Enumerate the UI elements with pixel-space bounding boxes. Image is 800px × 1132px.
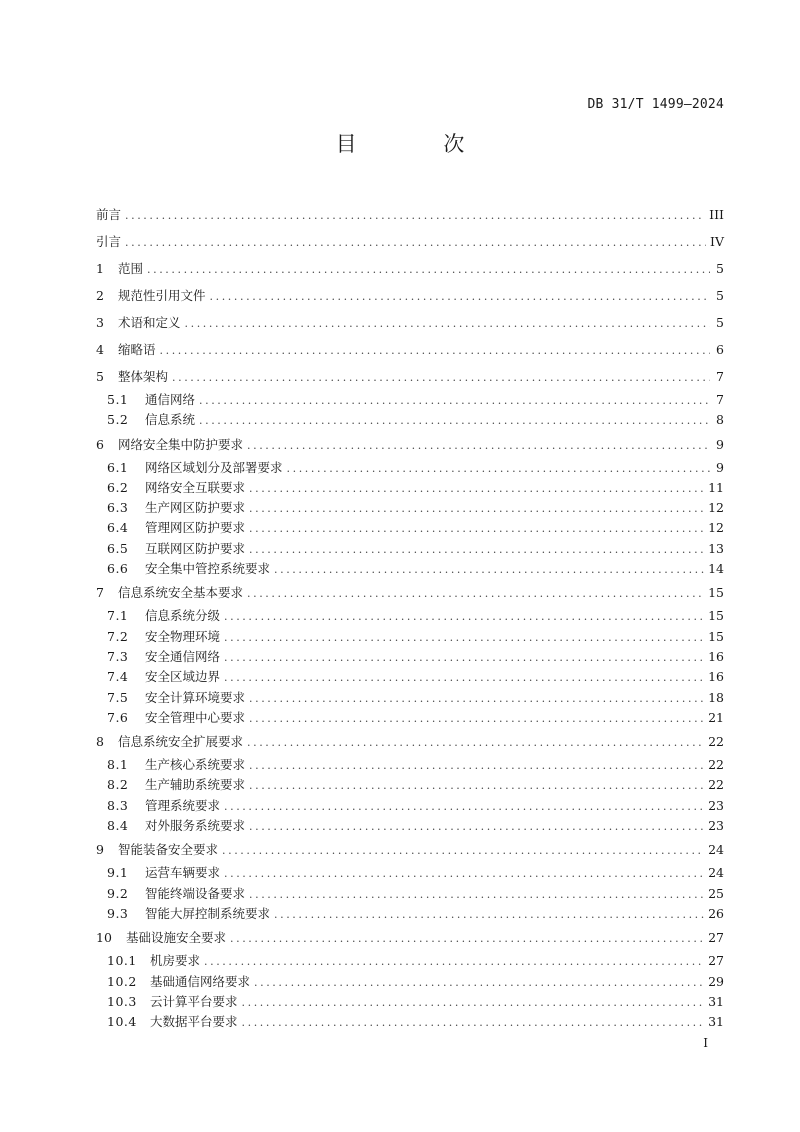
toc-entry[interactable] xyxy=(96,539,724,559)
toc-entry[interactable] xyxy=(96,728,724,755)
toc-entry-title: 安全区域边界 xyxy=(145,669,221,685)
toc-entry-title: 智能装备安全要求 xyxy=(118,842,219,858)
toc-entry-number: 8.3 xyxy=(107,797,129,813)
toc-entry-page: 9 xyxy=(716,436,724,452)
toc-entry[interactable] xyxy=(96,688,724,708)
toc-entry-number: 10.4 xyxy=(107,1014,137,1030)
toc-entry-number: 6.4 xyxy=(107,520,129,536)
toc-entry-page: 26 xyxy=(708,905,724,921)
toc-entry[interactable] xyxy=(96,336,724,363)
toc-entry-page: 24 xyxy=(708,842,724,858)
toc-leader-dots xyxy=(249,689,704,709)
toc-entry-number: 5 xyxy=(96,369,104,384)
toc-entry-number: 8.2 xyxy=(107,777,129,793)
toc-entry-number: 8.4 xyxy=(107,818,129,834)
toc-entry-page: 23 xyxy=(708,797,724,813)
toc-leader-dots xyxy=(160,337,710,364)
toc-entry-page: 29 xyxy=(708,973,724,989)
toc-entry-title: 术语和定义 xyxy=(118,315,181,330)
toc-entry-page: 15 xyxy=(708,608,724,624)
toc-leader-dots xyxy=(224,607,704,627)
toc-leader-dots xyxy=(224,864,704,884)
toc-entry-number: 10.2 xyxy=(107,973,137,989)
toc-entry-number: 2 xyxy=(96,288,104,303)
toc-entry-number: 5.1 xyxy=(107,392,129,407)
toc-entry[interactable] xyxy=(96,667,724,687)
toc-entry-title: 规范性引用文件 xyxy=(118,288,206,303)
toc-leader-dots xyxy=(274,560,704,580)
toc-entry-title: 智能大屏控制系统要求 xyxy=(145,905,271,921)
toc-entry-title: 网络安全互联要求 xyxy=(145,479,246,495)
toc-leader-dots xyxy=(242,1013,705,1033)
toc-entry-page: 13 xyxy=(708,540,724,556)
toc-entry-title: 安全物理环境 xyxy=(145,628,221,644)
toc-entry-page: 15 xyxy=(708,628,724,644)
toc-entry-title: 信息系统 xyxy=(145,412,196,428)
toc-entry-page: 5 xyxy=(716,315,724,330)
toc-entry-page: 25 xyxy=(708,885,724,901)
toc-leader-dots xyxy=(274,905,704,925)
toc-entry-page: 22 xyxy=(708,734,724,750)
toc-entry-title: 前言 xyxy=(96,207,122,222)
toc-entry-title: 安全管理中心要求 xyxy=(145,709,246,725)
toc-entry-title: 缩略语 xyxy=(118,342,156,357)
toc-leader-dots xyxy=(147,256,710,283)
toc-leader-dots xyxy=(224,668,704,688)
toc-leader-dots xyxy=(249,756,704,776)
toc-entry-page: IV xyxy=(710,234,724,249)
toc-entry-number: 6 xyxy=(96,436,104,452)
toc-entry-number: 3 xyxy=(96,315,104,330)
toc-entry-number: 6.3 xyxy=(107,500,129,516)
toc-leader-dots xyxy=(185,310,710,337)
toc-entry-title: 运营车辆要求 xyxy=(145,865,221,881)
toc-entry-title: 云计算平台要求 xyxy=(150,993,238,1009)
toc-entry[interactable] xyxy=(96,755,724,775)
toc-leader-dots xyxy=(249,519,704,539)
toc-entry[interactable] xyxy=(96,951,724,971)
toc-entry-page: 7 xyxy=(716,369,724,384)
toc-entry-number: 9.3 xyxy=(107,905,129,921)
toc-entry[interactable] xyxy=(96,647,724,667)
toc-entry-number: 7.1 xyxy=(107,608,129,624)
toc-entry-number: 6.6 xyxy=(107,561,129,577)
toc-entry-page: 24 xyxy=(708,865,724,881)
toc-entry-page: 12 xyxy=(708,500,724,516)
toc-entry-number: 7.6 xyxy=(107,709,129,725)
toc-leader-dots xyxy=(249,817,704,837)
table-of-contents xyxy=(96,201,724,1032)
toc-entry[interactable] xyxy=(96,390,724,410)
toc-leader-dots xyxy=(125,202,705,229)
toc-entry-number: 6.5 xyxy=(107,540,129,556)
toc-leader-dots xyxy=(224,797,704,817)
toc-entry-title: 智能终端设备要求 xyxy=(145,885,246,901)
toc-entry-title: 安全通信网络 xyxy=(145,648,221,664)
toc-leader-dots xyxy=(199,391,710,411)
toc-entry-title: 信息系统安全基本要求 xyxy=(118,585,244,601)
toc-entry-title: 对外服务系统要求 xyxy=(145,818,246,834)
toc-entry-number: 1 xyxy=(96,261,104,276)
toc-entry[interactable] xyxy=(96,498,724,518)
toc-entry-page: 18 xyxy=(708,689,724,705)
toc-entry-number: 10.3 xyxy=(107,993,137,1009)
toc-entry-page: 27 xyxy=(708,930,724,946)
toc-entry-title: 生产网区防护要求 xyxy=(145,500,246,516)
toc-leader-dots xyxy=(249,499,704,519)
toc-entry[interactable] xyxy=(96,282,724,309)
toc-title: 目 次 xyxy=(335,132,505,156)
toc-entry[interactable] xyxy=(96,1012,724,1032)
toc-entry-title: 整体架构 xyxy=(118,369,169,384)
document-code: DB 31/T 1499—2024 xyxy=(587,97,724,112)
toc-entry[interactable] xyxy=(96,431,724,458)
toc-entry-page: 31 xyxy=(708,1014,724,1030)
toc-entry[interactable] xyxy=(96,992,724,1012)
toc-entry[interactable] xyxy=(96,458,724,478)
toc-entry[interactable] xyxy=(96,816,724,836)
toc-leader-dots xyxy=(224,648,704,668)
toc-leader-dots xyxy=(249,479,704,499)
toc-entry-number: 7 xyxy=(96,585,104,601)
toc-entry-number: 6.1 xyxy=(107,459,129,475)
toc-entry-page: 21 xyxy=(708,709,724,725)
toc-entry-number: 8 xyxy=(96,734,104,750)
toc-leader-dots xyxy=(249,540,704,560)
toc-entry[interactable] xyxy=(96,606,724,626)
toc-entry[interactable] xyxy=(96,559,724,579)
toc-entry[interactable] xyxy=(96,924,724,951)
toc-entry-title: 机房要求 xyxy=(150,953,201,969)
toc-entry[interactable] xyxy=(96,972,724,992)
toc-leader-dots xyxy=(249,709,704,729)
toc-entry-page: 27 xyxy=(708,953,724,969)
toc-entry-title: 安全计算环境要求 xyxy=(145,689,246,705)
toc-entry-number: 7.3 xyxy=(107,648,129,664)
toc-entry[interactable] xyxy=(96,796,724,816)
toc-entry[interactable] xyxy=(96,836,724,863)
toc-entry-page: 12 xyxy=(708,520,724,536)
toc-leader-dots xyxy=(242,993,705,1013)
toc-entry[interactable] xyxy=(96,478,724,498)
toc-entry-page: 15 xyxy=(708,585,724,601)
toc-leader-dots xyxy=(204,952,704,972)
toc-leader-dots xyxy=(224,628,704,648)
toc-entry[interactable] xyxy=(96,410,724,430)
toc-entry[interactable] xyxy=(96,228,724,255)
toc-entry-title: 生产辅助系统要求 xyxy=(145,777,246,793)
toc-entry-number: 8.1 xyxy=(107,757,129,773)
toc-entry-page: 14 xyxy=(708,561,724,577)
toc-entry-number: 7.2 xyxy=(107,628,129,644)
toc-leader-dots xyxy=(247,432,710,459)
toc-entry-page: 5 xyxy=(716,288,724,303)
toc-entry[interactable] xyxy=(96,627,724,647)
toc-entry[interactable] xyxy=(96,579,724,606)
toc-entry-page: 5 xyxy=(716,261,724,276)
toc-leader-dots xyxy=(254,973,704,993)
toc-entry-title: 生产核心系统要求 xyxy=(145,757,246,773)
toc-entry-number: 6.2 xyxy=(107,479,129,495)
toc-entry-title: 安全集中管控系统要求 xyxy=(145,561,271,577)
toc-leader-dots xyxy=(199,411,710,431)
toc-entry-number: 5.2 xyxy=(107,412,129,428)
toc-entry[interactable] xyxy=(96,863,724,883)
toc-entry-title: 信息系统安全扩展要求 xyxy=(118,734,244,750)
toc-entry-number: 9.1 xyxy=(107,865,129,881)
toc-entry-page: 8 xyxy=(716,412,724,428)
toc-leader-dots xyxy=(172,364,710,391)
toc-entry-title: 管理网区防护要求 xyxy=(145,520,246,536)
toc-leader-dots xyxy=(230,925,704,952)
toc-entry-number: 4 xyxy=(96,342,104,357)
toc-entry-page: 16 xyxy=(708,648,724,664)
toc-leader-dots xyxy=(249,885,704,905)
toc-entry[interactable] xyxy=(96,775,724,795)
toc-entry-page: 11 xyxy=(708,479,724,495)
toc-entry-page: 22 xyxy=(708,757,724,773)
toc-entry[interactable] xyxy=(96,309,724,336)
toc-entry-title: 大数据平台要求 xyxy=(150,1014,238,1030)
toc-entry-title: 互联网区防护要求 xyxy=(145,540,246,556)
toc-entry-title: 信息系统分级 xyxy=(145,608,221,624)
toc-entry[interactable] xyxy=(96,904,724,924)
toc-entry-number: 7.4 xyxy=(107,669,129,685)
toc-entry-title: 基础设施安全要求 xyxy=(126,930,227,946)
toc-entry-number: 10 xyxy=(96,930,112,946)
toc-leader-dots xyxy=(287,459,710,479)
toc-entry-page: 31 xyxy=(708,993,724,1009)
toc-entry[interactable] xyxy=(96,201,724,228)
toc-entry[interactable] xyxy=(96,255,724,282)
toc-entry-page: 6 xyxy=(716,342,724,357)
page-number: I xyxy=(703,1036,708,1050)
toc-entry-title: 基础通信网络要求 xyxy=(150,973,251,989)
toc-leader-dots xyxy=(247,580,704,607)
toc-entry-number: 9.2 xyxy=(107,885,129,901)
toc-entry-number: 9 xyxy=(96,842,104,858)
toc-leader-dots xyxy=(222,837,704,864)
toc-entry[interactable] xyxy=(96,884,724,904)
toc-entry-page: 16 xyxy=(708,669,724,685)
toc-entry-title: 网络安全集中防护要求 xyxy=(118,436,244,452)
toc-leader-dots xyxy=(249,776,704,796)
toc-leader-dots xyxy=(210,283,710,310)
toc-entry-page: 7 xyxy=(716,392,724,407)
toc-entry-page: 22 xyxy=(708,777,724,793)
toc-entry[interactable] xyxy=(96,518,724,538)
toc-entry-title: 通信网络 xyxy=(145,392,196,407)
toc-entry-page: III xyxy=(709,207,724,222)
toc-entry[interactable] xyxy=(96,363,724,390)
toc-entry-number: 10.1 xyxy=(107,953,137,969)
toc-entry-title: 引言 xyxy=(96,234,122,249)
toc-entry-title: 网络区域划分及部署要求 xyxy=(145,459,283,475)
toc-entry-page: 9 xyxy=(716,459,724,475)
toc-entry-page: 23 xyxy=(708,818,724,834)
toc-entry-title: 管理系统要求 xyxy=(145,797,221,813)
toc-entry-number: 7.5 xyxy=(107,689,129,705)
toc-entry-title: 范围 xyxy=(118,261,144,276)
toc-leader-dots xyxy=(125,229,706,256)
toc-leader-dots xyxy=(247,729,704,756)
toc-entry[interactable] xyxy=(96,708,724,728)
